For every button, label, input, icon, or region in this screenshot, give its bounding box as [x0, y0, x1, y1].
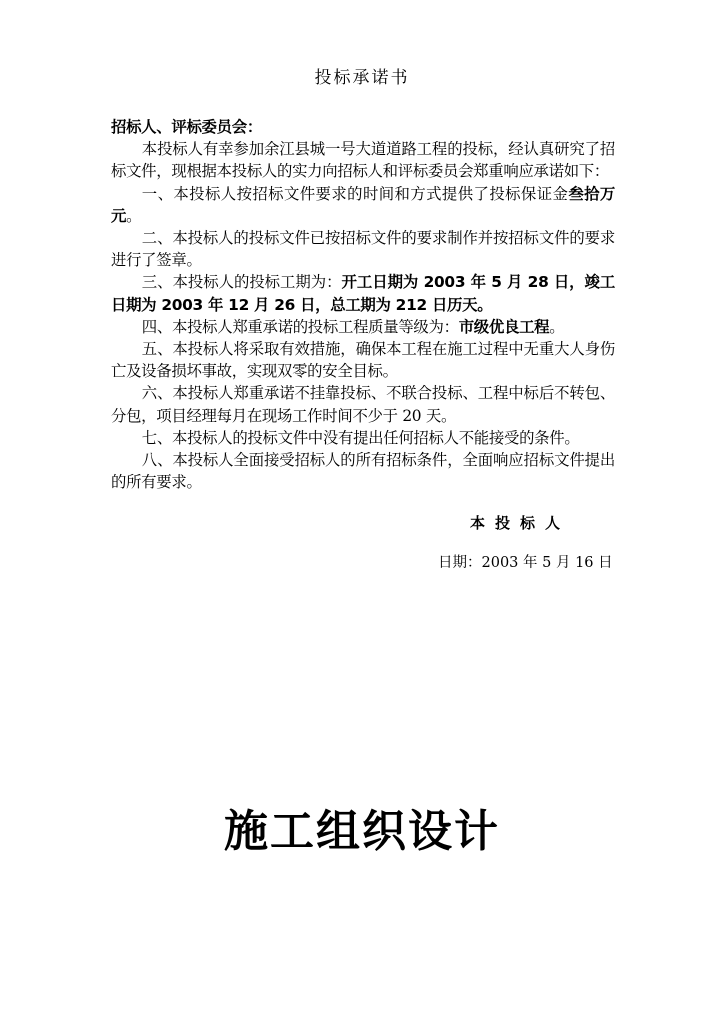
construction-period: 开工日期为 2003 年 5 月 28 日，竣工日期为 2003 年 12 月 26 日，总工期为 212 日历天。 [111, 273, 615, 314]
commitment-item-1 [111, 183, 615, 227]
letter-body [111, 116, 615, 493]
document-title: 投标承诺书 [314, 68, 410, 88]
item1-end: 。 [126, 206, 142, 225]
commitment-item-3 [111, 271, 615, 315]
commitment-item-5: 五、本投标人将采取有效措施，确保本工程在施工过程中无重大人身伤亡及设备损坏事故，实现双零的安全目标。 [111, 340, 615, 381]
section-title: 施工组织设计 [224, 806, 500, 857]
commitment-item-4 [111, 316, 615, 338]
item4-end: 。 [549, 317, 565, 336]
intro-paragraph: 本投标人有幸参加余江县城一号大道道路工程的投标，经认真研究了招标文件，现根据本投标人的实力向招标人和评标委员会郑重响应承诺如下： [111, 140, 615, 181]
salutation: 招标人、评标委员会： [111, 118, 262, 136]
quality-grade: 市级优良工程 [458, 317, 550, 336]
item4-text: 四、本投标人郑重承诺的投标工程质量等级为： [141, 317, 459, 336]
commitment-item-7: 七、本投标人的投标文件中没有提出任何招标人不能接受的条件。 [141, 428, 580, 447]
item3-text: 三、本投标人的投标工期为： [141, 273, 342, 292]
commitment-item-2: 二、本投标人的投标文件已按招标文件的要求制作并按招标文件的要求进行了签章。 [111, 229, 615, 270]
bond-amount: 叁拾万元 [111, 184, 615, 225]
commitment-item-6: 六、本投标人郑重承诺不挂靠投标、不联合投标、工程中标后不转包、分包，项目经理每月在现场工作时间不少于 20 天。 [111, 384, 615, 425]
commitment-item-8: 八、本投标人全面接受招标人的所有招标条件，全面响应招标文件提出的所有要求。 [111, 451, 615, 492]
item1-text: 一、本投标人按招标文件要求的时间和方式提供了投标保证金 [141, 184, 569, 203]
signature-line: 本投标人 [470, 514, 571, 532]
date-line: 日期：2003 年 5 月 16 日 [438, 555, 613, 571]
